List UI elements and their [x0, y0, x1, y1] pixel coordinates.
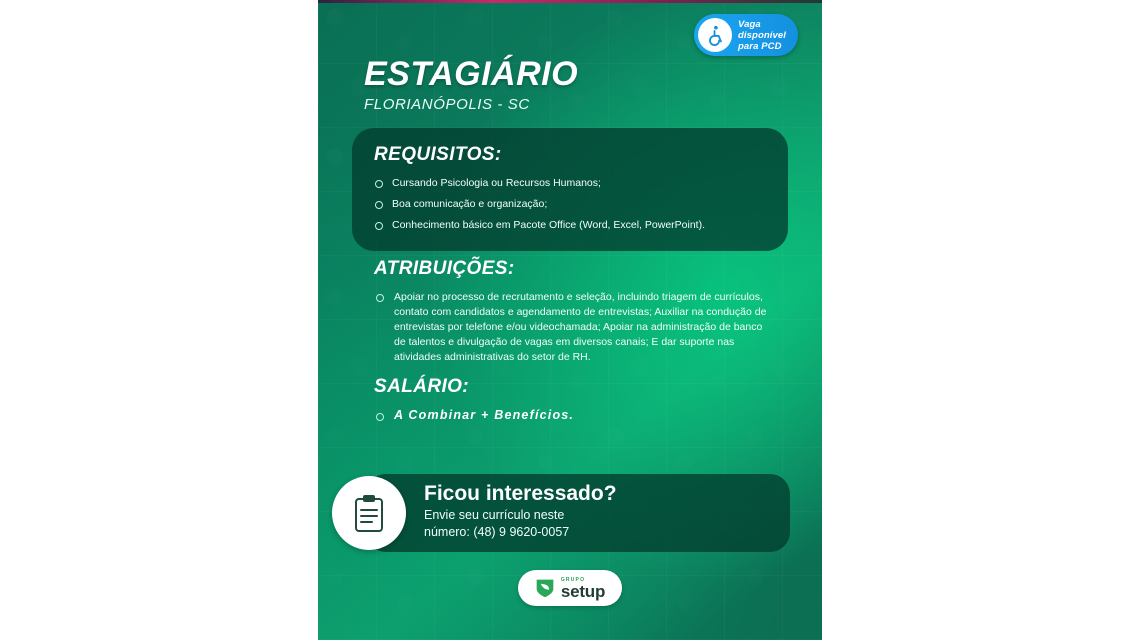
leaf-shield-icon: [535, 577, 555, 599]
list-item: Cursando Psicologia ou Recursos Humanos;: [374, 176, 766, 191]
list-item: Conhecimento básico em Pacote Office (Word, Excel, PowerPoint).: [374, 218, 766, 233]
pcd-badge-line3: para PCD: [738, 40, 782, 52]
salary-value: A Combinar + Benefícios.: [374, 408, 794, 422]
contact-cta-card: [366, 474, 790, 552]
poster-title-block: [364, 56, 578, 113]
pcd-availability-badge: [694, 14, 798, 56]
job-title: ESTAGIÁRIO: [364, 55, 579, 93]
list-item: Boa comunicação e organização;: [374, 197, 766, 212]
attributions-heading: ATRIBUIÇÕES:: [374, 258, 515, 279]
requirements-card: [352, 128, 788, 251]
wheelchair-accessible-icon: [698, 18, 732, 52]
attributions-text: Apoiar no processo de recrutamento e seleção, incluindo triagem de currículos, contato com candidatos e agendamento de entrevistas; Auxiliar na condução de entrevistas por telefone e/ou videochamada; Apoiar na administração de banco de talentos e divulgação de vagas em diversos canais; E dar suporte nas atividades administrativas do setor de RH.: [374, 290, 774, 365]
pcd-badge-line2: disponível: [738, 29, 786, 41]
salary-section: [374, 376, 794, 422]
job-poster: [318, 0, 822, 640]
requirements-heading: REQUISITOS:: [374, 144, 502, 165]
logo-small-text: GRUPO: [560, 576, 586, 583]
logo-main-text: setup: [560, 581, 606, 601]
requirements-list: [374, 176, 766, 233]
clipboard-checklist-icon: [332, 476, 406, 550]
pcd-badge-line1: Vaga: [738, 18, 761, 30]
cta-title: Ficou interessado?: [424, 482, 617, 505]
cta-line2: número: (48) 9 9620-0057: [424, 525, 570, 539]
pcd-badge-text: [738, 19, 786, 52]
company-logo: [518, 570, 622, 606]
top-color-sliver: [318, 0, 822, 3]
attributions-section: [374, 258, 794, 365]
salary-heading: SALÁRIO:: [374, 376, 470, 397]
contact-cta-text: [424, 482, 780, 540]
cta-line1: Envie seu currículo neste: [424, 508, 565, 522]
logo-wordmark: [561, 577, 605, 600]
job-location: FLORIANÓPOLIS - SC: [364, 96, 530, 113]
